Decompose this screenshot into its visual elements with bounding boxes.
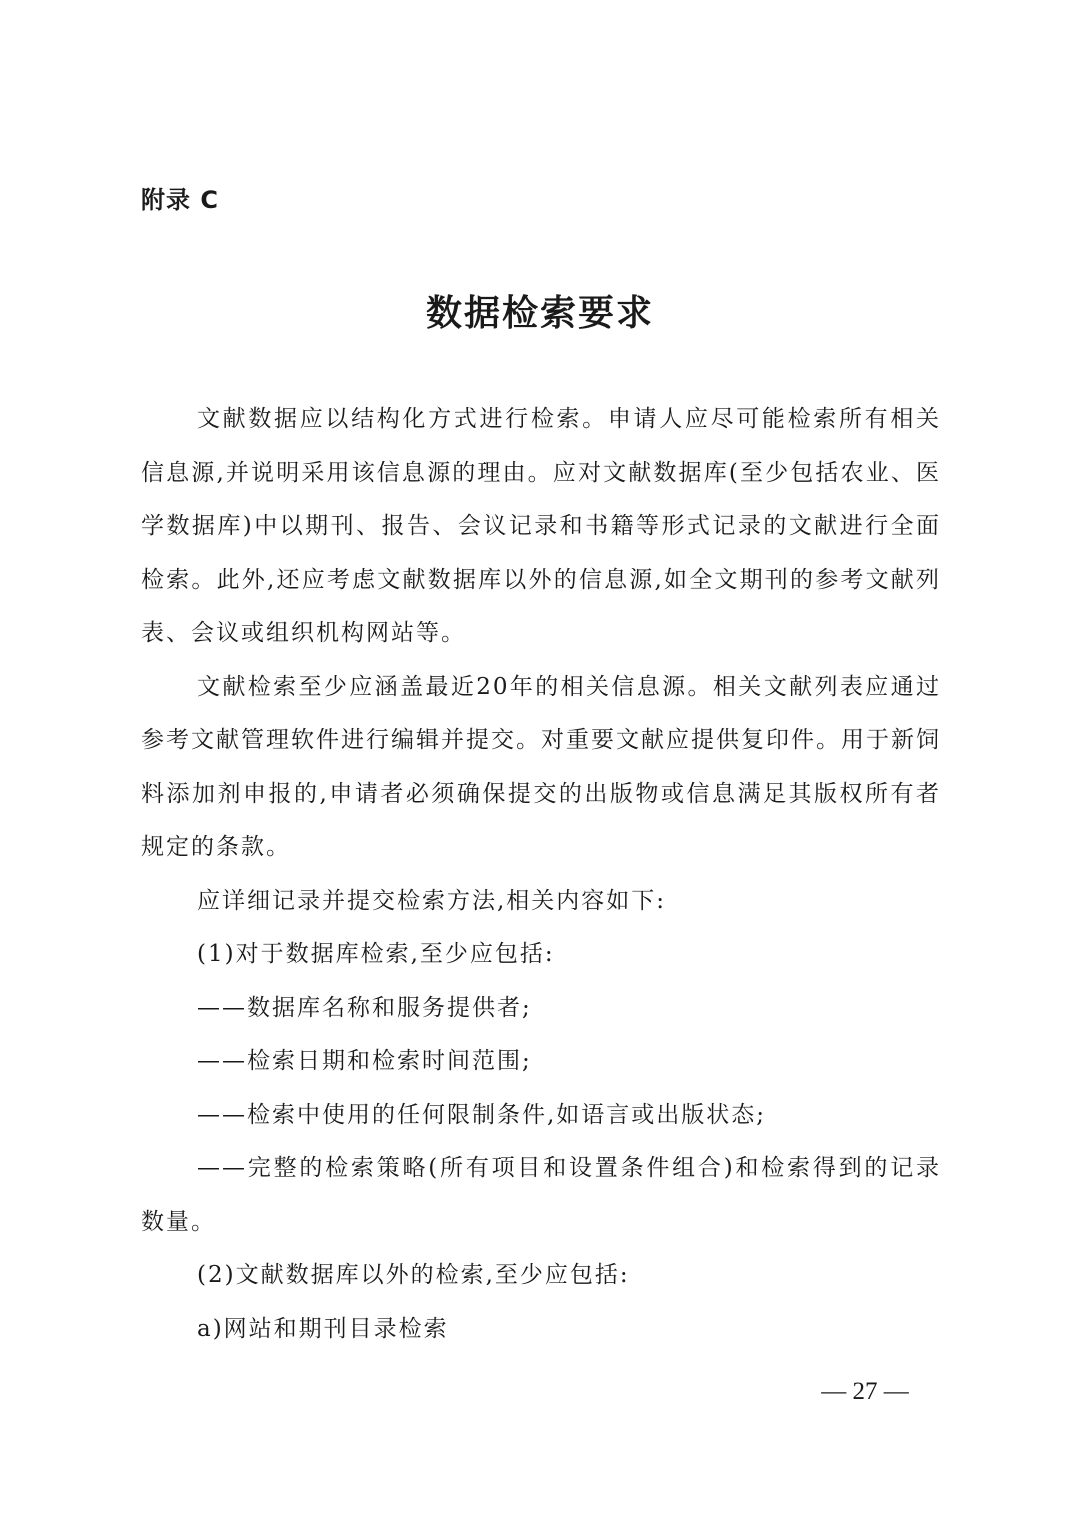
list-heading-database-search: (1)对于数据库检索,至少应包括: [197,941,555,967]
list-item-search-limits: ——检索中使用的任何限制条件,如语言或出版状态; [197,1101,767,1128]
list-heading-other-search: (2)文献数据库以外的检索,至少应包括: [197,1262,630,1288]
list-item-website-search: a)网站和期刊目录检索 [197,1315,449,1342]
paragraph-search-overview: 文献数据应以结构化方式进行检索。申请人应尽可能检索所有相关信息源,并说明采用该信息源的理由。应对文献数据库(至少包括农业、医学数据库)中以期刊、报告、会议记录和书籍等形式记录的文献进行全面检索。此外,还应考虑文献数据库以外的信息源,如全文期刊的参考文献列表、会议或组织机构网站等。 [141,406,941,646]
page-number: — 27 — [821,1378,909,1405]
paragraph-method-intro: 应详细记录并提交检索方法,相关内容如下: [197,887,667,914]
page-title: 数据检索要求 [425,293,654,334]
appendix-label: 附录 C [141,186,219,214]
paragraph-search-coverage: 文献检索至少应涵盖最近20年的相关信息源。相关文献列表应通过参考文献管理软件进行编辑并提交。对重要文献应提供复印件。用于新饲料添加剂申报的,申请者必须确保提交的出版物或信息满足其版权所有者规定的条款。 [141,673,941,860]
list-item-search-date: ——检索日期和检索时间范围; [197,1048,532,1074]
list-item-search-strategy: ——完整的检索策略(所有项目和设置条件组合)和检索得到的记录数量。 [141,1155,941,1235]
body-text [141,393,941,1356]
list-item-database-name: ——数据库名称和服务提供者; [197,994,532,1021]
